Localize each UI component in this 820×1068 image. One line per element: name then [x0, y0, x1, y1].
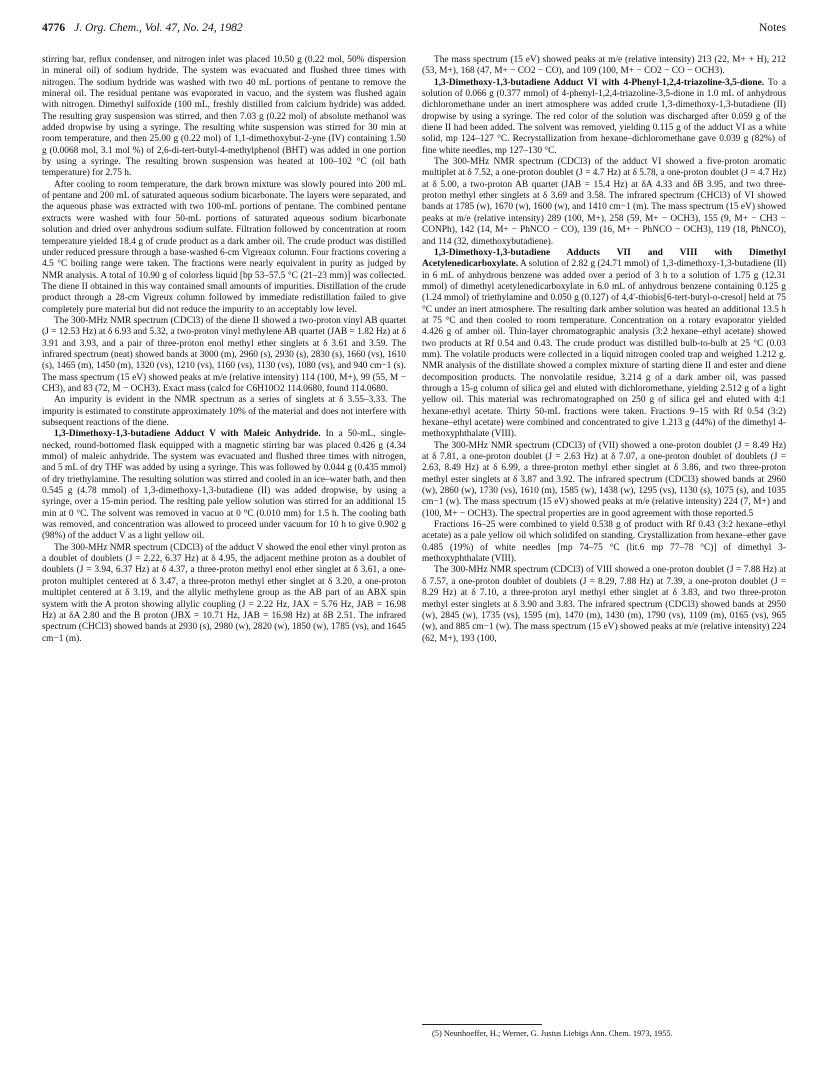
paragraph-text: The 300-MHz NMR spectrum (CDCl3) of the adduct VI showed a five-proton aromatic multiplet at δ 7.52, a one-proton doublet (J = 4.7 Hz) at δ 5.78, a one-proton doublet (J = 4.7 Hz) at δ 5.00, a two-proton AB quartet (JAB = 15.4 Hz) at δA 4.33 and δB 3.95, and two three-proton methyl ether singlets at δ 3.69 and 3.58. The infrared spectrum (CHCl3) of VI showed bands at 1785 (w), 1670 (w), 1600 (w), and 1410 cm−1 (m). The mass spectrum (15 eV) showed peaks at m/e (relative intensity) 289 (100, M+), 258 (59, M+ − OCH3), 155 (9, M+ − CH3 − CONPh), 142 (14, M+ − PhNCO − CO), 139 (16, M+ − PhNCO − OCH3), 119 (18, PhNCO), and 114 (32, dimethoxybutadiene). [422, 157, 786, 247]
paragraph [42, 543, 406, 645]
paragraph-text: In a 50-mL, single-necked, round-bottomed flask equipped with a magnetic stirring bar was placed 0.426 g (4.34 mmol) of maleic anhydride. The system was evacuated and flushed three times with nitrogen, and 5 mL of dry THF was added by using a syringe. This was followed by 0.044 g (0.435 mmol) of dry triethylamine. The resulting solution was stirred and cooled in an ice–water bath, and then 0.545 g (4.78 mmol) of 1,3-dimethoxy-1,3-butadiene (II) was added dropwise, by using a syringe, over a 15-min period. The reslting pale yellow solution was stirred for an additional 15 min at 0 °C. The solvent was removed in vacuo at 0 °C (0.010 mm) for 1.5 h. The cooling bath was removed, and concentration was allowed to proceed under vacuum for 10 h to give 0.902 g (98%) of the adduct V as a light yellow oil. [42, 429, 407, 542]
paragraph-text: The mass spectrum (15 eV) showed peaks at m/e (relative intensity) 213 (22, M+ + H), 212 (53, M+), 168 (47, M+ − CO2 − CO), and 109 (100, M+ − CO2 − CO − OCH3). [422, 55, 786, 77]
footnote-5: (5) Neunhoeffer, H.; Werner, G. Justus Liebigs Ann. Chem. 1973, 1955. [432, 1029, 673, 1038]
journal-citation: J. Org. Chem., Vol. 47, No. 24, 1982 [74, 21, 243, 34]
section-heading: 1,3-Dimethoxy-1,3-butadiene Adduct VI with 4-Phenyl-1,2,4-triazoline-3,5-dione. [434, 77, 765, 88]
paragraph [422, 157, 786, 248]
section-heading: 1,3-Dimethoxy-1,3-butadiene Adducts VII and VIII with Dimethyl Acetylenedicarboxylate. [422, 247, 786, 270]
paragraph-text: Fractions 16–25 were combined to yield 0.538 g of product with Rf 0.43 (3:2 hexane–ethyl acetate) as a pale yellow oil which solidifed on standing. Crystallization from hexane–ether gave 0.485 (19%) of white needles [mp 74–75 °C (lit.6 mp 77–78 °C)] of dimethyl 3-methoxyphthalate (VIII). [422, 520, 786, 565]
paragraph [422, 565, 786, 644]
paragraph-text: The 300-MHz NMR spectrum (CDCl3) of (VII) showed a one-proton doublet (J = 8.49 Hz) at δ 7.81, a one-proton doublet (J = 2.63 Hz) at δ 7.07, a one-proton doublet of doublets (J = 2.63, 8.49 Hz) at δ 6.99, a three-proton methyl ether singlet at δ 3.86, and two three-proton methyl ester singlets at δ 3.87 and 3.92. The infrared spectrum (CDCl3) showed bands at 2960 (w), 2860 (w), 1730 (vs), 1610 (m), 1585 (w), 1438 (w), 1295 (vs), 1130 (s), 1075 (s), and 1035 cm−1 (w). The mass spectrum (15 eV) showed peaks at m/e (relative intensity) 224 (7, M+) and (100, M+ − OCH3). The spectral properties are in good agreement with those reported.5 [422, 440, 786, 519]
section-heading: 1,3-Dimethoxy-1,3-butadiene Adduct V with Maleic Anhydride. [54, 429, 321, 440]
paragraph [42, 395, 406, 429]
paragraph-text: After cooling to room temperature, the dark brown mixture was slowly poured into 200 mL of pentane and 200 mL of saturated aqueous sodium bicarbonate. The layers were separated, and the aqueous phase was extracted with two 100-mL portions of pentane. The combined pentane extracts were washed with four 50-mL portions of saturated aqueous sodium bicarbonate solution and dried over anhydrous sodium sulfate. Filtration followed by concentration at room temperature yielded 18.4 g of crude product as a dark amber oil. The crude product was distilled under reduced pressure through a base-washed 6-cm Vigreaux column. Four fractions covering a 4.5 °C boiling range were taken. The fractions were nearly equivalent in purity as judged by NMR analysis. A total of 10.90 g of colorless liquid [bp 53–57.5 °C (21–23 mm)] was collected. The diene II obtained in this way contained small amounts of impurities. Distillation of the crude product through a 28-cm Vigreux column followed by immediate redistillation failed to give completely pure material but did not reduce the impurity to an acceptably low level. [42, 179, 406, 315]
paragraph-text: To a solution of 0.066 g (0.377 mmol) of 4-phenyl-1,2,4-triazoline-3,5-dione in 1.0 mL of anhydrous dichloromethane under an inert atmosphere was added crude 1,3-dimethoxy-1,3-butadiene (II) dropwise by using a syringe. The red color of the solution was discharged after 0.059 g of the diene II had been added. The solvent was removed, yielding 0.115 g of the adduct VI as a white solid, mp 124–127 °C. Recrystallization from hexane–dichloromethane gave 0.039 g (82%) of fine white needles, mp 127–130 °C. [422, 77, 786, 156]
paragraph-text: The 300-MHz NMR spectrum (CDCl3) of the diene II showed a two-proton vinyl AB quartet (J = 12.53 Hz) at δ 6.93 and 5.32, a two-proton vinyl methylene AB quartet (JAB = 1.82 Hz) at δ 3.91 and 3.93, and a pair of three-proton enol methyl ether singlets at δ 3.61 and 3.59. The infrared spectrum (neat) showed bands at 3000 (m), 2960 (s), 2930 (s), 2830 (s), 1660 (vs), 1610 (s), 1465 (m), 1450 (m), 1320 (vs), 1210 (vs), 1160 (vs), 1130 (vs), 1080 (vs), and 940 cm−1 (s). The mass spectrum (15 eV) showed peaks at m/e (relative intensity) 114 (100, M+), 99 (55, M − CH3), and 83 (72, M − OCH3). Exact mass (calcd for C6H10O2 114.0680, found 114.0680. [42, 315, 406, 394]
paragraph-text: An impurity is evident in the NMR spectrum as a series of singlets at δ 3.55–3.33. The impurity is estimated to constitute approximately 10% of the material and does not interfere with subsequent reactions of the diene. [42, 395, 406, 428]
paragraph-text: stirring bar, reflux condenser, and nitrogen inlet was placed 10.50 g (0.22 mol, 50% dispersion in mineral oil) of sodium hydride. The system was evacuated and flushed three times with nitrogen. The sodium hydride was washed with two 40 mL portions of pentane to remove the mineral oil. The residual pentane was evaporated in vacuo, and the system was flushed again with nitrogen. Dimethyl sulfoxide (100 mL, freshly distilled from calcium hydride) was added. The resulting gray suspension was stirred, and then 7.03 g (0.22 mol) of absolute methanol was added dropwise by using a syringe. The resulting white suspension was stirred for 30 min at room temperature, and then 25.00 g (0.22 mol) of 1,1-dimethoxybut-2-yne (IV) containing 1.50 g (0.0068 mol, 3.1 mol %) of 2,6-di-tert-butyl-4-methylphenol (BHT) was added in one portion by using a syringe. The resulting brown suspension was heated at 100–102 °C (oil bath temperature) for 2.75 h. [42, 55, 406, 179]
paragraph [422, 520, 786, 565]
paragraph [422, 55, 786, 78]
paragraph [422, 78, 786, 157]
paragraph-text: The 300-MHz NMR spectrum (CDCl3) of the adduct V showed the enol ether vinyl proton as a doublet of doublets (J = 2.22, 6.37 Hz) at δ 4.95, the adjacent methine proton as a doublet of doublets (J = 3.94, 6.37 Hz) at δ 4.37, a three-proton methyl enol ether singlet at δ 3.61, a one-proton multiplet centered at δ 3.47, a three-proton methyl ether singlet at δ 3.20, a one-proton multiplet centered at δ 3.19, and the allylic methylene group as the AB part of an ABX spin system with the A proton showing allylic coupling (J = 2.22 Hz, JAX = 5.76 Hz, JAB = 16.98 Hz) at δA 2.80 and the B proton (JBX = 10.71 Hz, JAB = 16.98 Hz) at δB 2.51. The infrared spectrum (CHCl3) showed bands at 2930 (s), 2980 (w), 2820 (w), 1850 (w), 1785 (vs), and 1645 cm−1 (m). [42, 542, 406, 644]
paragraph-text: The 300-MHz NMR spectrum (CDCl3) of VIII showed a one-proton doublet (J = 7.88 Hz) at δ 7.57, a one-proton doublet of doublets (J = 8.29, 7.88 Hz) at 7.39, a one-proton doublet (J = 8.29 Hz) at δ 7.10, a three-proton aryl methyl ether singlet at δ 3.83, and two three-proton methyl ester singlets at δ 3.90 and 3.83. The infrared spectrum (CDCl3) showed bands at 2950 (w), 2845 (w), 1735 (vs), 1595 (m), 1470 (m), 1430 (m), 1790 (vs), 1109 (m), 0165 (vs), 965 (w), and 885 cm−1 (w). The mass spectrum (15 eV) showed peaks at m/e (relative intensity) 224 (62, M+), 193 (100, [422, 565, 786, 644]
paragraph [42, 55, 406, 180]
footnote-rule [422, 1024, 542, 1025]
paragraph [422, 441, 786, 520]
paragraph [42, 180, 406, 316]
page-header [42, 20, 786, 36]
footnotes [422, 1029, 786, 1039]
paragraph [42, 429, 406, 542]
page-number: 4776 [42, 21, 66, 34]
paragraph [422, 248, 786, 441]
paragraph-text: A solution of 2.82 g (24.71 mmol) of 1,3-dimethoxy-1,3-butadiene (II) in 6 mL of anhydrous benzene was added over a period of 3 h to a solution of 1.75 g (12.31 mmol) of dimethyl acetylenedicarboxylate in 6.0 mL of anhydrous benzene containing 0.125 g (1.24 mmol) of triethylamine and 0.050 g (0.127) of 4,4′-thiobis[6-tert-butyl-o-cresol] held at 75 °C under an inert atmosphere. The resulting dark amber solution was heated an additional 13.5 h at 75 °C and then cooled to room temperature. Concentration on a rotary evaporator yielded 4.426 g of amber oil. Thin-layer chromatographic analysis (3:2 hexane–ethyl acetate) showed two products at Rf 0.54 and 0.43. The crude product was distilled bulb-to-bulb at 25 °C (0.03 mm). The volatile products were collected in a liquid nitrogen cooled trap and weighed 1.212 g. NMR analysis of the distillate showed a complex mixture of starting diene II and ester and diene decomposition products. The nonvolatile residue, 3.214 g of a dark amber oil, was passed through a 15-g column of silica gel and eluted with dichloromethane, yielding 2.512 g of a light yellow oil. This material was rechromatographed on 250 g of silica gel and eluted with 4:1 hexane-ethyl acetate. Thirty 50-mL fractions were taken. Fractions 9–15 with Rf 0.54 (3:2) hexane–ethyl acetate) were combined and concentrated to give 1.213 g (44%) of the dimethyl 4-methoxyphthalate (VIII). [422, 259, 786, 440]
section-label: Notes [758, 21, 786, 34]
left-column [42, 55, 406, 645]
paragraph [42, 316, 406, 395]
right-column [422, 55, 786, 645]
